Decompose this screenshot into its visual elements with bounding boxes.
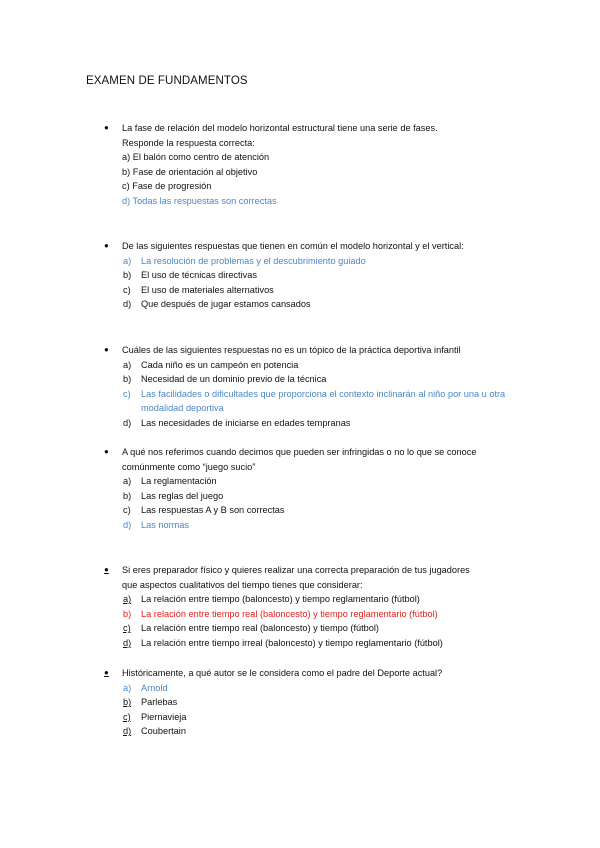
option-text: La relación entre tiempo (baloncesto) y tiempo reglamentario (fútbol) xyxy=(141,594,420,605)
answer-option-d xyxy=(104,416,514,431)
answer-option-b xyxy=(104,695,514,710)
option-text: Cada niño es un campeón en potencia xyxy=(141,359,299,370)
answer-option-c: c) Fase de progresión xyxy=(122,181,212,192)
option-letter: a) xyxy=(123,476,132,487)
page-title: EXAMEN DE FUNDAMENTOS xyxy=(86,75,248,87)
answer-option-b xyxy=(104,268,514,283)
bullet-icon: ● xyxy=(104,668,109,677)
option-text: Piernavieja xyxy=(141,711,187,722)
question-3 xyxy=(104,343,514,431)
option-letter: b) xyxy=(123,270,132,281)
answer-option-c xyxy=(104,283,514,298)
option-letter: a) xyxy=(123,359,132,370)
option-text: El uso de técnicas directivas xyxy=(141,270,257,281)
answer-option-d xyxy=(104,724,514,739)
question-4 xyxy=(104,445,514,533)
question-6 xyxy=(104,666,514,739)
option-text: Las reglas del juego xyxy=(141,490,224,501)
option-letter: d) xyxy=(123,726,132,737)
answer-option-a: a) El balón como centro de atención xyxy=(122,152,270,163)
question-5 xyxy=(104,563,514,651)
answer-option-a xyxy=(104,592,514,607)
answer-option-c xyxy=(104,710,514,725)
question-text: A qué nos referimos cuando decimos que pueden ser infringidas o no lo que se conoce xyxy=(122,447,477,457)
option-text: La relación entre tiempo irreal (baloncesto) y tiempo reglamentario (fútbol) xyxy=(141,637,443,648)
answer-option-a-correct xyxy=(104,254,514,269)
option-text: La relación entre tiempo real (baloncesto) y tiempo reglamentario (fútbol) xyxy=(141,608,438,619)
option-text: Arnold xyxy=(141,682,168,693)
option-text: Las respuestas A y B son correctas xyxy=(141,505,285,516)
option-letter: a) xyxy=(123,594,132,605)
answer-option-d-correct: d) Todas las respuestas son correctas xyxy=(122,195,277,206)
option-letter: c) xyxy=(123,711,131,722)
option-text: Que después de jugar estamos cansados xyxy=(141,299,311,310)
option-text: Coubertain xyxy=(141,726,186,737)
answer-option-d xyxy=(104,636,514,651)
bullet-icon: ● xyxy=(104,241,109,250)
answer-option-a xyxy=(104,358,514,373)
question-text: comúnmente como “juego sucio” xyxy=(122,461,256,472)
answer-option-a xyxy=(104,474,514,489)
question-text: Si eres preparador físico y quieres realizar una correcta preparación de tus jugadores xyxy=(122,565,470,575)
question-text: La fase de relación del modelo horizontal estructural tiene una serie de fases. xyxy=(122,123,438,133)
option-letter: b) xyxy=(123,374,132,385)
option-letter: d) xyxy=(123,519,132,530)
option-text: Necesidad de un dominio previo de la técnica xyxy=(141,374,327,385)
answer-option-b xyxy=(104,489,514,504)
answer-option-d-correct xyxy=(104,518,514,533)
answer-option-c xyxy=(104,503,514,518)
option-text: Las normas xyxy=(141,519,190,530)
answer-option-d xyxy=(104,297,514,312)
bullet-icon: ● xyxy=(104,123,109,132)
option-letter: b) xyxy=(123,608,132,619)
question-2 xyxy=(104,239,514,312)
bullet-icon: ● xyxy=(104,565,109,574)
question-text: De las siguientes respuestas que tienen en común el modelo horizontal y el vertical: xyxy=(122,241,464,251)
question-text: Responde la respuesta correcta: xyxy=(122,137,255,148)
answer-option-c xyxy=(104,621,514,636)
answer-option-b-highlighted xyxy=(104,607,514,622)
option-letter: c) xyxy=(123,388,131,399)
option-letter: d) xyxy=(123,417,132,428)
bullet-icon: ● xyxy=(104,345,109,354)
option-letter: c) xyxy=(123,623,131,634)
option-letter: c) xyxy=(123,505,131,516)
option-text: Parlebas xyxy=(141,697,178,708)
question-text: que aspectos cualitativos del tiempo tienes que considerar: xyxy=(122,579,363,590)
option-letter: b) xyxy=(123,697,132,708)
option-text: La relación entre tiempo real (baloncesto) y tiempo (fútbol) xyxy=(141,623,379,634)
bullet-icon: ● xyxy=(104,447,109,456)
option-text: La resolución de problemas y el descubrimiento guiado xyxy=(141,255,366,266)
answer-option-b: b) Fase de orientación al objetivo xyxy=(122,166,258,177)
question-1 xyxy=(104,121,514,209)
option-letter: a) xyxy=(123,682,132,693)
option-letter: b) xyxy=(123,490,132,501)
option-text: El uso de materiales alternativos xyxy=(141,284,274,295)
option-text: Las facilidades o dificultades que proporciona el contexto inclinarán al niño por una u otra modalidad deportiva xyxy=(141,388,506,414)
option-letter: d) xyxy=(123,299,132,310)
answer-option-a-correct xyxy=(104,681,514,696)
option-letter: d) xyxy=(123,637,132,648)
option-text: La reglamentación xyxy=(141,476,217,487)
question-text: Cuáles de las siguientes respuestas no es un tópico de la práctica deportiva infantil xyxy=(122,345,461,355)
answer-option-b xyxy=(104,372,514,387)
option-letter: c) xyxy=(123,284,131,295)
answer-option-c-correct xyxy=(104,387,514,416)
question-text: Históricamente, a qué autor se le considera como el padre del Deporte actual? xyxy=(122,668,443,678)
option-letter: a) xyxy=(123,255,132,266)
option-text: Las necesidades de iniciarse en edades tempranas xyxy=(141,417,351,428)
